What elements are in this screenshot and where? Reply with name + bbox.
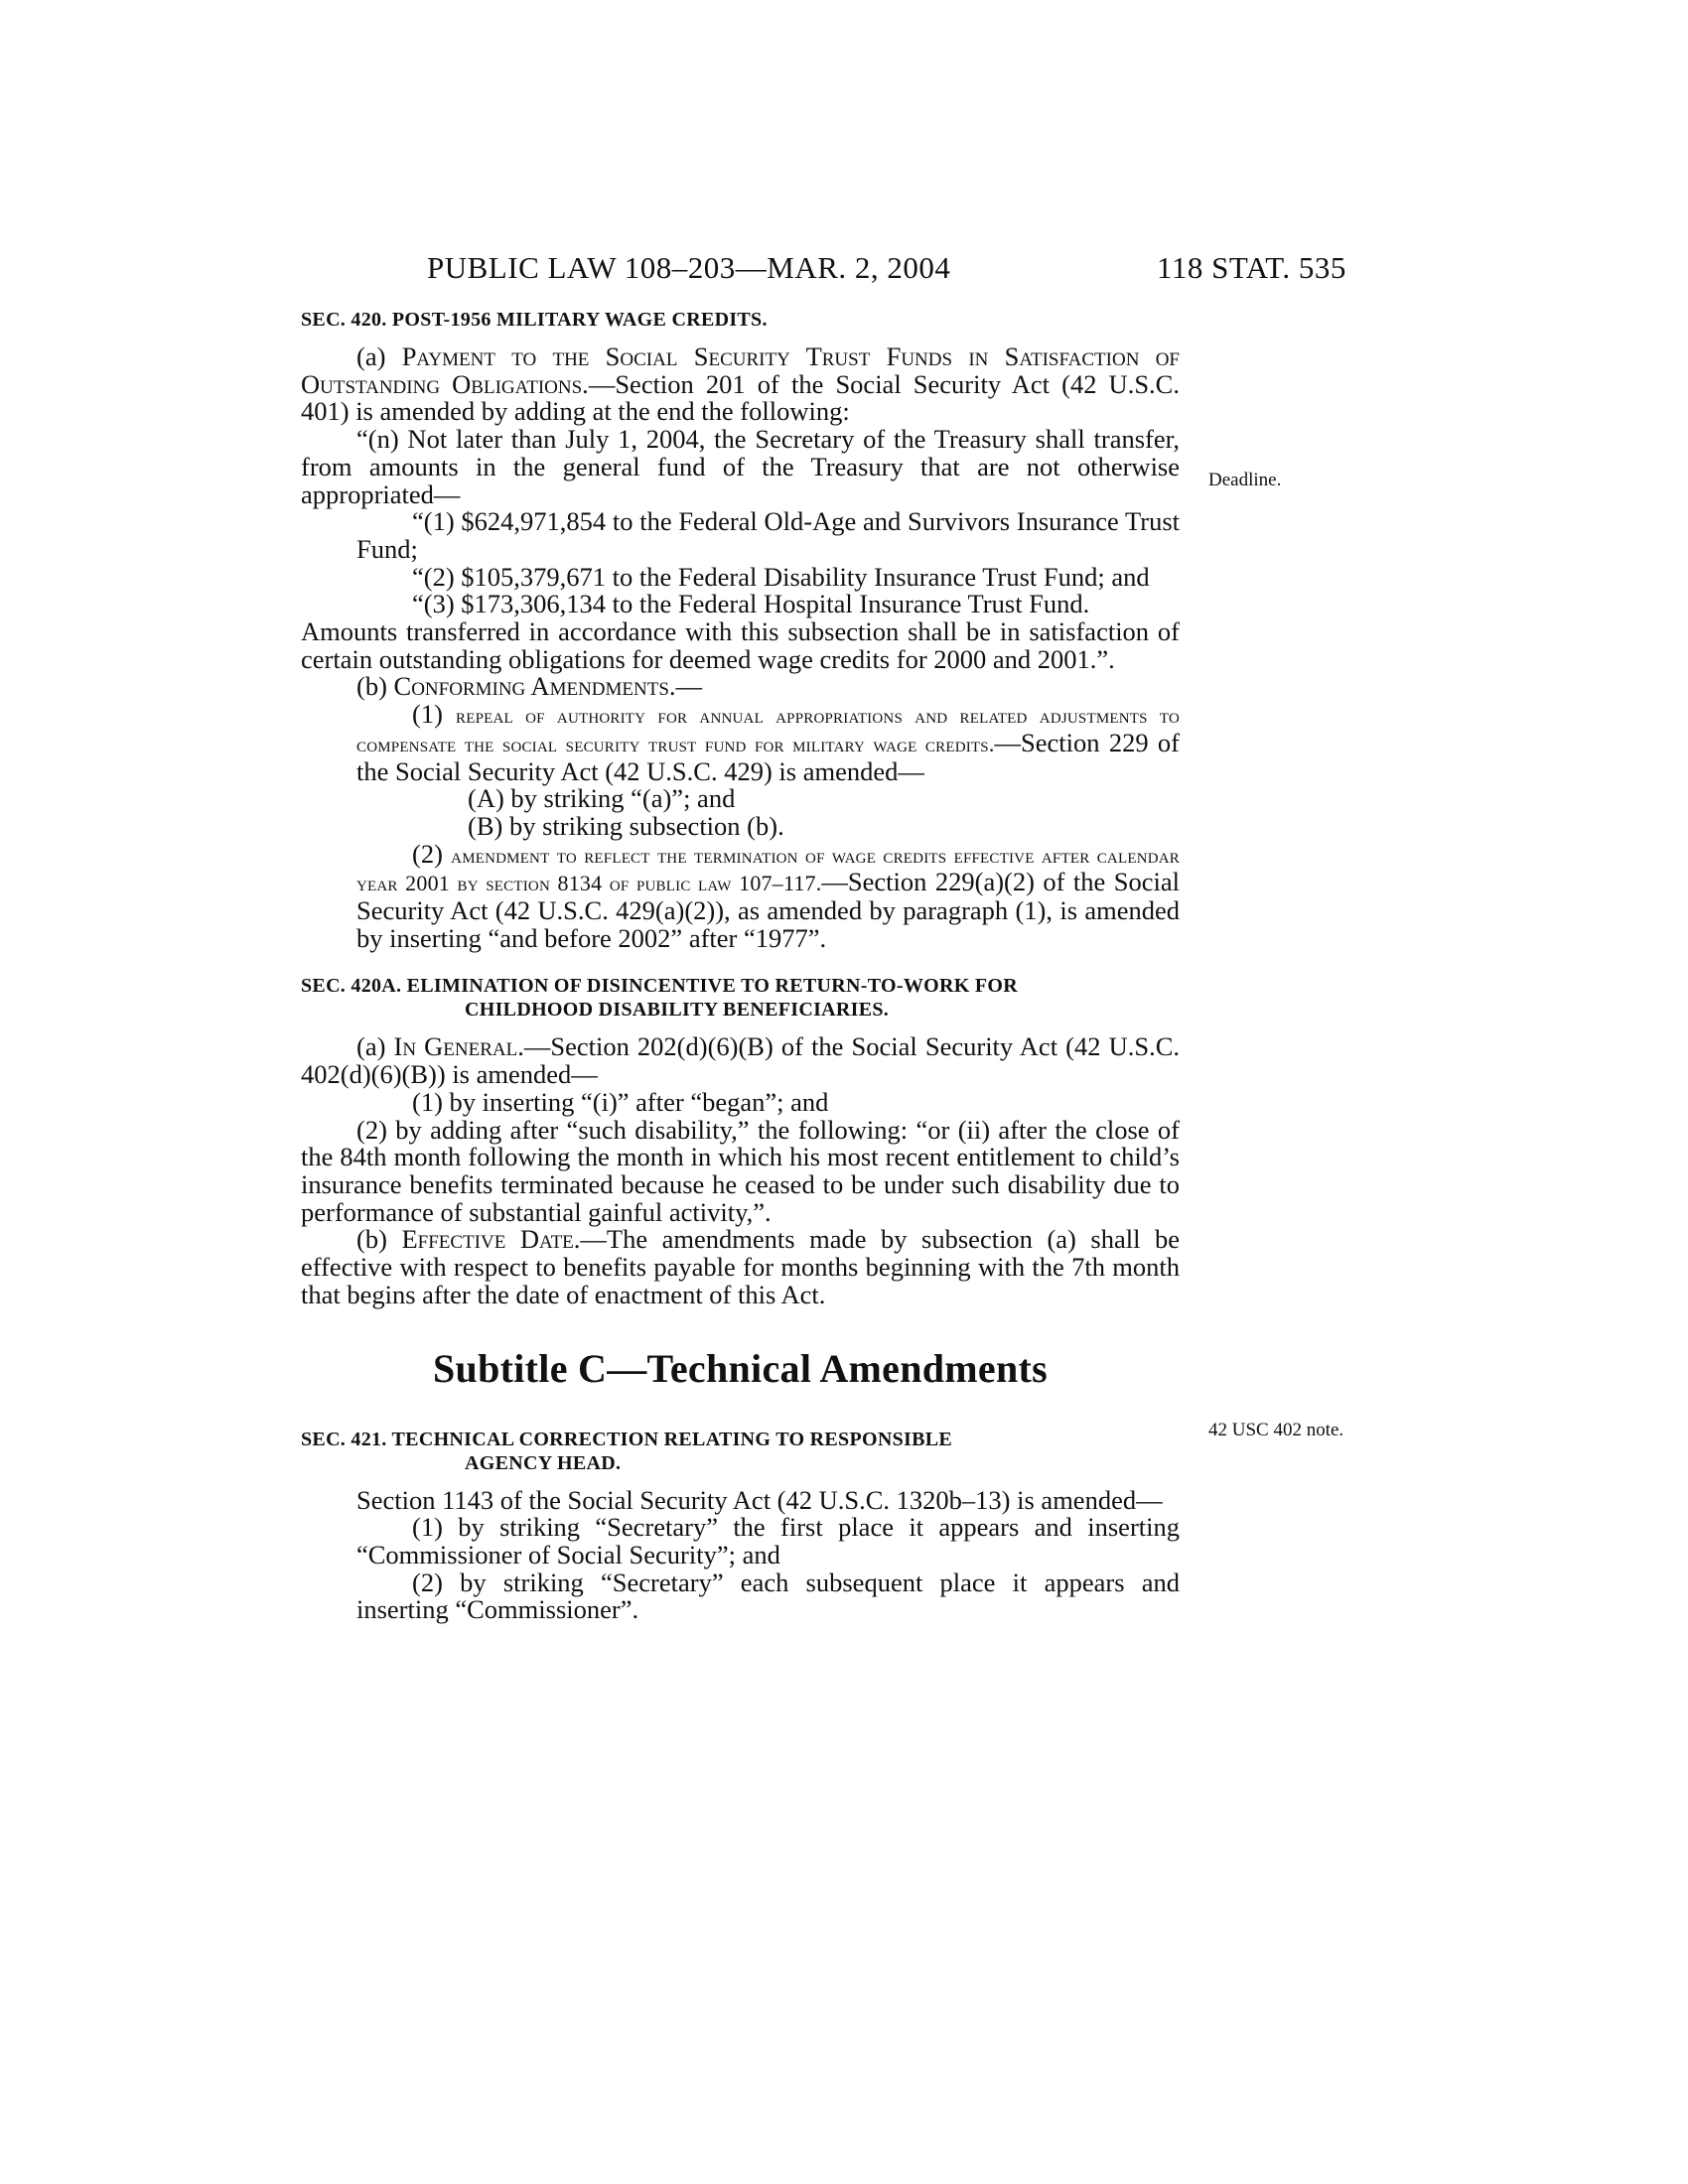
quoted-paragraph-2: “(2) $105,379,671 to the Federal Disability Insurance Trust Fund; and (412, 561, 1150, 592)
quoted-paragraph-3: “(3) $173,306,134 to the Federal Hospital Insurance Trust Fund. (412, 589, 1090, 619)
sec420-subsection-a (301, 343, 1180, 426)
heading-line-2: AGENCY HEAD. (465, 1451, 622, 1474)
paragraph-text: —Section 229(a)(2) of the Social Security Act (42 U.S.C. 429(a)(2)), as amended by paragraph (1), is amended by inserting “and before 2002” after “1977”. (356, 867, 1180, 953)
subtitle-heading: Subtitle C—Technical Amendments (433, 1345, 1048, 1391)
sec420A-paragraph-1: (1) by inserting “(i)” after “began”; and (412, 1086, 829, 1117)
subsection-label: (b) (356, 671, 394, 702)
sec420-subparagraph-A: (A) by striking “(a)”; and (468, 783, 736, 814)
quoted-subsection-n: “(n) Not later than July 1, 2004, the Secretary of the Treasury shall transfer, from amounts in the general fund of the Treasury that are not otherwise appropriated— (301, 424, 1180, 509)
margin-note-deadline: Deadline. (1208, 470, 1282, 490)
sec420A-subsection-b (301, 1226, 1180, 1308)
subsection-caption: In General. (393, 1031, 524, 1062)
sec420-paragraph-b2 (301, 838, 1180, 953)
section-heading-420A (301, 974, 1180, 1022)
section-heading-420: SEC. 420. POST-1956 MILITARY WAGE CREDITS. (301, 309, 768, 331)
subsection-caption: Payment to the Social Security Trust Funds in Satisfaction of Outstanding Obligations. (301, 341, 1180, 399)
sec420A-subsection-a (301, 1033, 1180, 1088)
sec421-paragraph-1: (1) by striking “Secretary” the first place it appears and inserting “Commissioner of Social Security”; and (356, 1512, 1180, 1570)
sec420-subsection-b (301, 673, 1180, 701)
heading-line-1: SEC. 421. TECHNICAL CORRECTION RELATING TO RESPONSIBLE (301, 1428, 952, 1450)
subsection-label: (b) (356, 1224, 402, 1255)
sec420-subparagraph-B: (B) by striking subsection (b). (468, 810, 784, 841)
subsection-caption: Conforming Amendments.— (393, 671, 703, 702)
paragraph-label: (2) (412, 838, 452, 869)
paragraph-text: —Section 229 of the Social Security Act (42 U.S.C. 429) is amended— (356, 727, 1181, 786)
subsection-caption: Effective Date. (401, 1224, 581, 1255)
body-column (301, 308, 1180, 1624)
quoted-paragraph-1: “(1) $624,971,854 to the Federal Old-Age and Survivors Insurance Trust Fund; (356, 506, 1180, 564)
heading-line-2: CHILDHOOD DISABILITY BENEFICIARIES. (465, 999, 890, 1022)
section-heading-421 (301, 1428, 1180, 1475)
subsection-text: —The amendments made by subsection (a) shall be effective with respect to benefits payable for months beginning with the 7th month that begins after the date of enactment of this Act. (301, 1224, 1180, 1309)
subsection-label: (a) (356, 341, 402, 371)
amounts-transferred-text: Amounts transferred in accordance with this subsection shall be in satisfaction of certain outstanding obligations for deemed wage credits for 2000 and 2001.”. (301, 616, 1180, 674)
sec420-paragraph-b1 (301, 701, 1180, 785)
paragraph-caption: amendment to reflect the termination of wage credits effective after calendar year 2001 by section 8134 of public law 107–117. (356, 842, 1180, 896)
subsection-text: —Section 201 of the Social Security Act (42 U.S.C. 401) is amended by adding at the end the following: (301, 368, 1180, 427)
page-reference: 118 STAT. 535 (1157, 250, 1346, 285)
sec421-intro: Section 1143 of the Social Security Act (42 U.S.C. 1320b–13) is amended— (356, 1484, 1163, 1515)
paragraph-label: (1) (412, 699, 457, 730)
subsection-text: —Section 202(d)(6)(B) of the Social Security Act (42 U.S.C. 402(d)(6)(B)) is amended— (301, 1031, 1180, 1090)
sec421-paragraph-2: (2) by striking “Secretary” each subsequent place it appears and inserting “Commissioner”. (356, 1567, 1180, 1625)
sec420A-paragraph-2: (2) by adding after “such disability,” the following: “or (ii) after the close of the 84th month following the month in which his most recent entitlement to child’s insurance benefits terminated because he ceased to be under such disability due to performance of substantial gainful activity,”. (301, 1114, 1180, 1227)
running-head: PUBLIC LAW 108–203—MAR. 2, 2004 (427, 250, 951, 285)
margin-note-usc: 42 USC 402 note. (1208, 1420, 1344, 1440)
subsection-label: (a) (356, 1031, 394, 1062)
heading-line-1: SEC. 420A. ELIMINATION OF DISINCENTIVE TO RETURN-TO-WORK FOR (301, 975, 1018, 998)
paragraph-caption: repeal of authority for annual appropriations and related adjustments to compensate the social security trust fund for military wage credits. (356, 703, 1180, 756)
